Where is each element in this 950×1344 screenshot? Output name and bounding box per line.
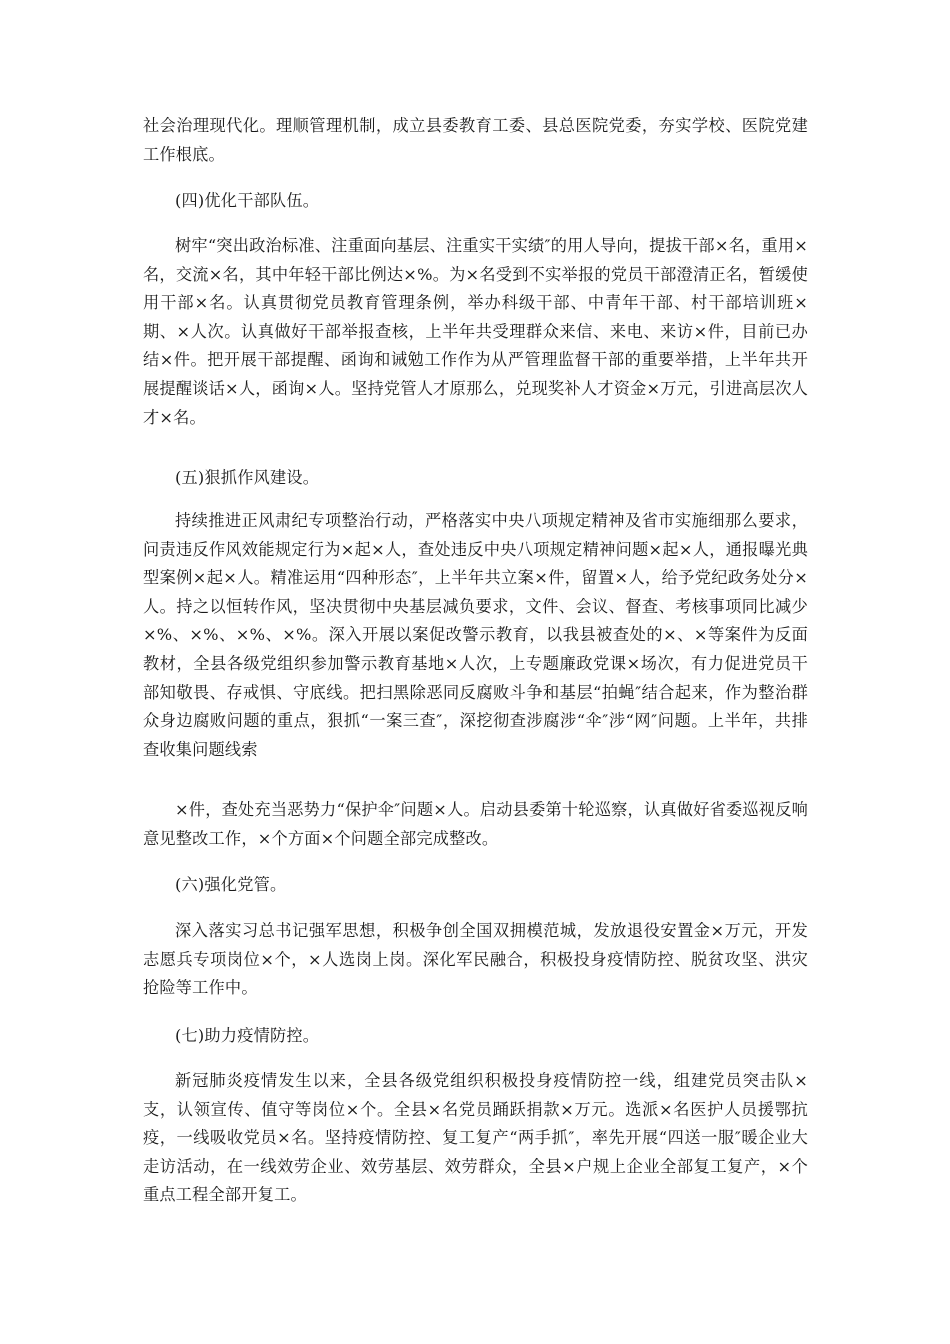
paragraph-work-style: 持续推进正风肃纪专项整治行动，严格落实中央八项规定精神及省市实施细那么要求，问责违反作风效能规定行为×起×人，查处违反中央八项规定精神问题×起×人，通报曝光典型案例×起×人。精准运用“四种形态″，上半年共立案×件，留置×人，给予党纪政务处分×人。持之以恒转作风，坚决贯彻中央基层减负要求，文件、会议、督查、考核事项同比减少×%、×%、×%、×%。深入开展以案促改警示教育，以我县被查处的×、×等案件为反面教材，全县各级党组织参加警示教育基地×人次，上专题廉政党课×场次，有力促进党员干部知敬畏、存戒惧、守底线。把扫黑除恶同反腐败斗争和基层“拍蝇″结合起来，作为整治群众身边腐败问题的重点，狠抓“一案三查″，深挖彻查涉腐涉“伞″涉“网″问题。上半年，共排查收集问题线索 xyxy=(143,511,808,759)
section-heading-6: (六)强化党管。 xyxy=(175,875,287,894)
paragraph-epidemic-control: 新冠肺炎疫情发生以来，全县各级党组织积极投身疫情防控一线，组建党员突击队×支，认领宣传、值守等岗位×个。全县×名党员踊跃捐款×万元。选派×名医护人员援鄂抗疫，一线吸收党员×名。坚持疫情防控、复工复产“两手抓″，率先开展“四送一服″暖企业大走访活动，在一线效劳企业、效劳基层、效劳群众，全县×户规上企业全部复工复产，×个重点工程全部开复工。 xyxy=(143,1071,808,1205)
section-heading-5: (五)狠抓作风建设。 xyxy=(175,468,320,487)
section-heading-7: (七)助力疫情防控。 xyxy=(175,1026,320,1045)
paragraph-cadre-team: 树牢“突出政治标准、注重面向基层、注重实干实绩″的用人导向，提拔干部×名，重用×名，交流×名，其中年轻干部比例达×%。为×名受到不实举报的党员干部澄清正名，暂缓使用干部×名。认真贯彻党员教育管理条例，举办科级干部、中青年干部、村干部培训班×期、×人次。认真做好干部举报查核，上半年共受理群众来信、来电、来访×件，目前已办结×件。把开展干部提醒、函询和诫勉工作作为从严管理监督干部的重要举措，上半年共开展提醒谈话×人，函询×人。坚持党管人才原那么，兑现奖补人才资金×万元，引进高层次人才×名。 xyxy=(143,236,808,427)
paragraph-work-style-continued: ×件，查处充当恶势力“保护伞″问题×人。启动县委第十轮巡察，认真做好省委巡视反响意见整改工作，×个方面×个问题全部完成整改。 xyxy=(143,800,808,848)
paragraph-governance: 社会治理现代化。理顺管理机制，成立县委教育工委、县总医院党委，夯实学校、医院党建工作根底。 xyxy=(143,116,808,164)
paragraph-party-management: 深入落实习总书记强军思想，积极争创全国双拥模范城，发放退役安置金×万元，开发志愿兵专项岗位×个，×人选岗上岗。深化军民融合，积极投身疫情防控、脱贫攻坚、洪灾抢险等工作中。 xyxy=(143,921,808,998)
section-heading-4: (四)优化干部队伍。 xyxy=(175,191,320,210)
